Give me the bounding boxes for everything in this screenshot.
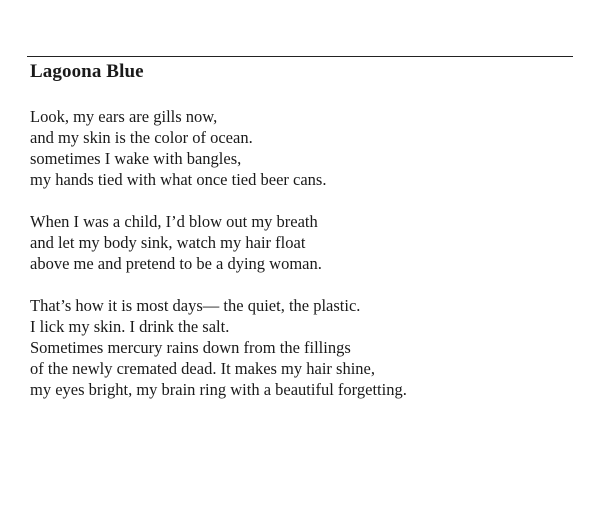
poem-line: of the newly cremated dead. It makes my hair shine, [30,359,376,378]
stanza-2 [30,211,570,274]
poem-line: my eyes bright, my brain ring with a beautiful forgetting. [30,380,407,399]
poem-line: and let my body sink, watch my hair float [30,233,306,252]
poem-title: Lagoona Blue [30,61,144,82]
poem-line: Sometimes mercury rains down from the fillings [30,338,351,357]
poem-line: Look, my ears are gills now, [30,107,218,126]
stanza-1 [30,106,570,190]
poem-line: That’s how it is most days— the quiet, the plastic. [30,296,361,315]
poem-line: my hands tied with what once tied beer cans. [30,170,327,189]
poem-line: sometimes I wake with bangles, [30,149,242,168]
top-rule [27,56,573,57]
poem-line: above me and pretend to be a dying woman. [30,254,322,273]
poem-line: I lick my skin. I drink the salt. [30,317,230,336]
poem-line: and my skin is the color of ocean. [30,128,253,147]
poem-line: When I was a child, I’d blow out my breath [30,212,318,231]
poem-body [30,106,570,421]
stanza-3 [30,295,570,400]
